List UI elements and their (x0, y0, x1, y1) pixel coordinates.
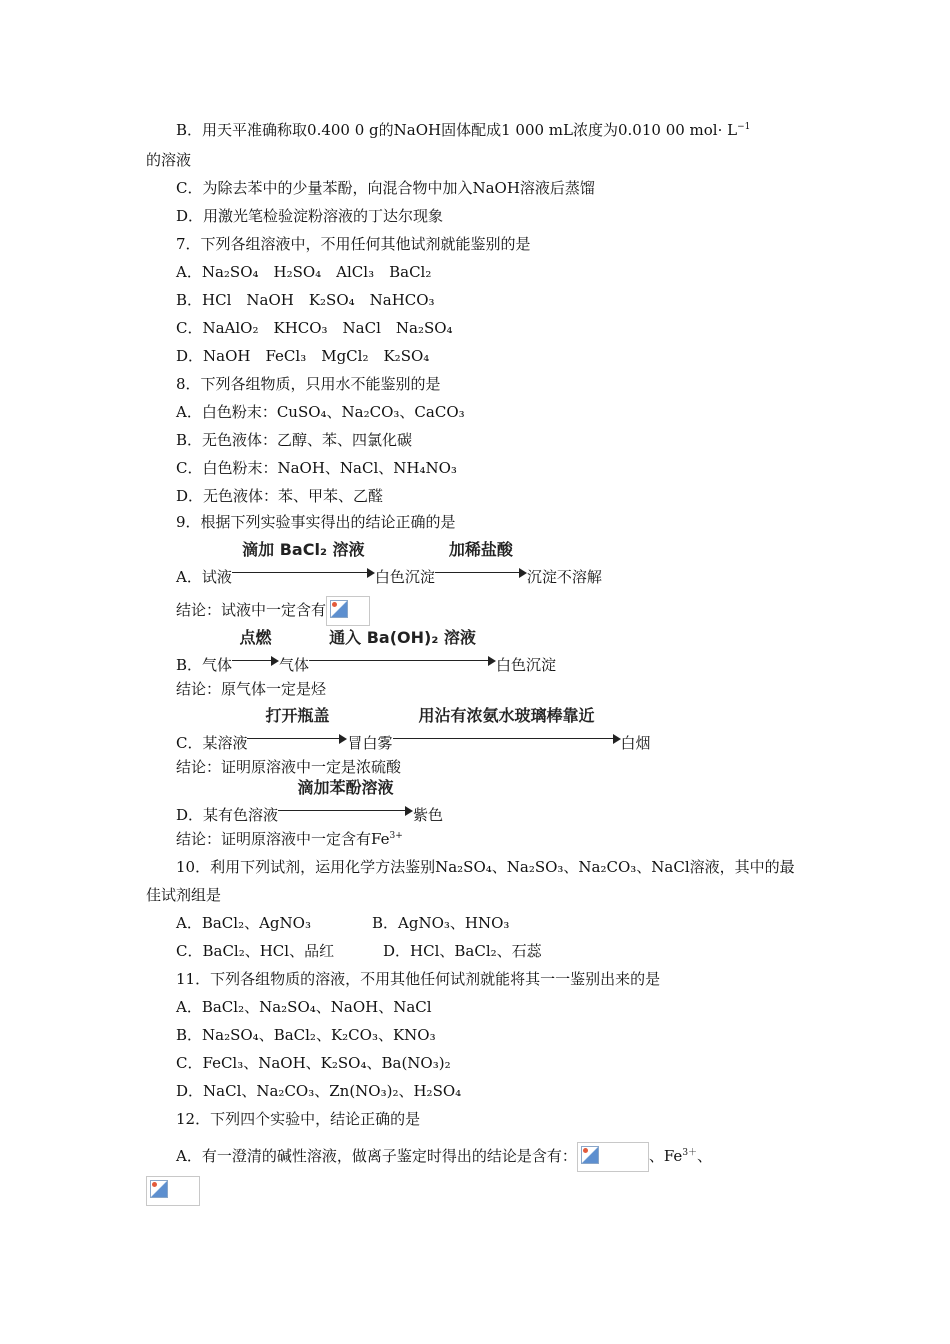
q12-stem: 12．下列四个实验中，结论正确的是 (176, 1110, 421, 1128)
reaction-arrow (232, 628, 279, 670)
arrow-label: 点燃 (239, 628, 272, 647)
q9-b-end: 白色沉淀 (496, 656, 557, 674)
q9-b-conclusion: 结论：原气体一定是烃 (176, 680, 327, 698)
unit-exponent: −1 (737, 122, 751, 132)
q7-stem: 7．下列各组溶液中，不用任何其他试剂就能鉴别的是 (176, 235, 531, 253)
q9-option-a (176, 540, 602, 587)
option-b-line1 (176, 120, 750, 140)
option-c: C．为除去苯中的少量苯酚，向混合物中加入NaOH溶液后蒸馏 (176, 179, 595, 197)
q9-c-mid: 冒白雾 (347, 734, 393, 752)
arrow-head-icon (339, 734, 347, 744)
q10-option-b: B．AgNO₃、HNO₃ (372, 914, 510, 932)
q9-a-conclusion (176, 596, 370, 626)
q7-option-a: A．Na₂SO₄ H₂SO₄ AlCl₃ BaCl₂ (176, 263, 432, 281)
q8-stem: 8．下列各组物质，只用水不能鉴别的是 (176, 375, 441, 393)
arrow-head-icon (405, 806, 413, 816)
option-d: D．用激光笔检验淀粉溶液的丁达尔现象 (176, 207, 444, 225)
broken-image-icon (326, 596, 370, 626)
q11-option-c: C．FeCl₃、NaOH、K₂SO₄、Ba(NO₃)₂ (176, 1054, 451, 1072)
q8-option-b: B．无色液体：乙醇、苯、四氯化碳 (176, 431, 413, 449)
charge-superscript: 3＋ (682, 1148, 698, 1158)
q8-option-a: A．白色粉末：CuSO₄、Na₂CO₃、CaCO₃ (176, 403, 465, 421)
q10-option-a: A．BaCl₂、AgNO₃ (176, 914, 311, 932)
q9-a-prefix: A．试液 (176, 568, 232, 586)
q9-b-prefix: B．气体 (176, 656, 233, 674)
q11-stem: 11．下列各组物质的溶液，不用其他任何试剂就能将其一一鉴别出来的是 (176, 970, 661, 988)
reaction-arrow (393, 706, 621, 748)
arrow-label: 用沾有浓氨水玻璃棒靠近 (418, 706, 595, 725)
q12-option-a (176, 1142, 712, 1172)
broken-image-icon (146, 1176, 200, 1206)
q9-stem: 9．根据下列实验事实得出的结论正确的是 (176, 513, 456, 531)
separator-text: 、 (697, 1147, 713, 1165)
q9-b-mid: 气体 (279, 656, 310, 674)
q10-stem-line1: 10．利用下列试剂，运用化学方法鉴别Na₂SO₄、Na₂SO₃、Na₂CO₃、NaCl溶液，其中的最 (176, 858, 795, 876)
q9-d-conclusion (176, 829, 403, 849)
reaction-arrow (309, 628, 496, 670)
q7-option-c: C．NaAlO₂ KHCO₃ NaCl Na₂SO₄ (176, 319, 453, 337)
q12-option-a-continued (146, 1176, 200, 1206)
arrow-label: 通入 Ba(OH)₂ 溶液 (329, 628, 476, 647)
q10-stem-line2: 佳试剂组是 (146, 886, 222, 904)
q11-option-b: B．Na₂SO₄、BaCl₂、K₂CO₃、KNO₃ (176, 1026, 436, 1044)
q8-option-d: D．无色液体：苯、甲苯、乙醛 (176, 487, 384, 505)
arrow-label: 加稀盐酸 (448, 540, 513, 559)
q10-option-d: D．HCl、BaCl₂、石蕊 (383, 942, 542, 960)
q9-c-prefix: C．某溶液 (176, 734, 248, 752)
q9-d-end: 紫色 (413, 806, 444, 824)
q9-a-mid: 白色沉淀 (374, 568, 435, 586)
arrow-label: 滴加苯酚溶液 (297, 778, 394, 797)
q9-option-d (176, 778, 444, 825)
q9-a-end: 沉淀不溶解 (526, 568, 602, 586)
charge-superscript: 3+ (389, 831, 403, 841)
q11-option-d: D．NaCl、Na₂CO₃、Zn(NO₃)₂、H₂SO₄ (176, 1082, 462, 1100)
q11-option-a: A．BaCl₂、Na₂SO₄、NaOH、NaCl (176, 998, 432, 1016)
conclusion-text: 结论：试液中一定含有 (176, 601, 327, 619)
q9-d-prefix: D．某有色溶液 (176, 806, 279, 824)
option-b-text: B．用天平准确称取0.400 0 g的NaOH固体配成1 000 mL浓度为0.010 00 mol· (176, 121, 723, 139)
q10-option-c: C．BaCl₂、HCl、品红 (176, 942, 335, 960)
option-text: A．有一澄清的碱性溶液，做离子鉴定时得出的结论是含有： (176, 1147, 577, 1165)
q9-c-end: 白烟 (620, 734, 651, 752)
q9-c-conclusion: 结论：证明原溶液中一定是浓硫酸 (176, 758, 402, 776)
option-b-line2: 的溶液 (146, 151, 192, 169)
arrow-head-icon (271, 656, 279, 666)
arrow-head-icon (519, 568, 527, 578)
broken-image-icon (577, 1142, 649, 1172)
unit-text: L (727, 121, 738, 139)
q9-option-c (176, 706, 651, 753)
reaction-arrow (232, 540, 375, 582)
arrow-head-icon (613, 734, 621, 744)
arrow-label: 打开瓶盖 (265, 706, 330, 725)
q9-option-b (176, 628, 557, 675)
q7-option-d: D．NaOH FeCl₃ MgCl₂ K₂SO₄ (176, 347, 430, 365)
q7-option-b: B．HCl NaOH K₂SO₄ NaHCO₃ (176, 291, 435, 309)
reaction-arrow (247, 706, 347, 748)
ion-text: 、Fe (648, 1147, 683, 1165)
reaction-arrow (278, 778, 413, 820)
arrow-head-icon (367, 568, 375, 578)
q8-option-c: C．白色粉末：NaOH、NaCl、NH₄NO₃ (176, 459, 457, 477)
arrow-head-icon (488, 656, 496, 666)
conclusion-text: 结论：证明原溶液中一定含有Fe (176, 830, 390, 848)
arrow-label: 滴加 BaCl₂ 溶液 (242, 540, 365, 559)
reaction-arrow (435, 540, 527, 582)
